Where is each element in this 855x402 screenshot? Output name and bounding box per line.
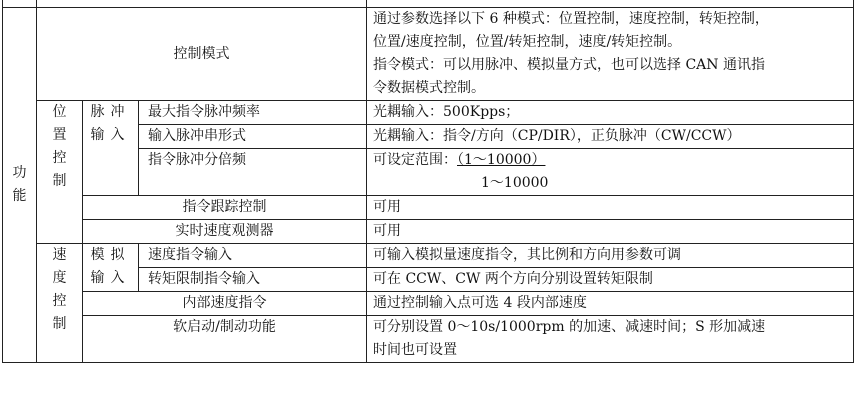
top-cell-3 <box>367 0 854 8</box>
pulse-divider-label: 指令脉冲分倍频 <box>139 149 367 196</box>
position-control-label: 位 置 控 制 <box>37 101 83 244</box>
table-row-top <box>3 0 854 8</box>
speed-control-label: 速 度 控 制 <box>37 244 83 363</box>
table-row <box>3 244 854 268</box>
table-row-control-mode <box>3 8 854 101</box>
table-row <box>3 196 854 220</box>
soft-start-label: 软启动/制动功能 <box>83 316 367 363</box>
table-row <box>3 292 854 316</box>
table-row <box>3 316 854 363</box>
analog-input-label: 模拟 输入 <box>83 244 139 292</box>
soft-start-value: 可分别设置 0～10s/1000rpm 的加速、减速时间；S 形加减速 时间也可设置 <box>367 316 854 363</box>
max-pulse-freq-value: 光耦输入：500Kpps； <box>367 101 854 125</box>
pulse-divider-value: 可设定范围：（1～10000） 1～10000 <box>367 149 854 196</box>
pulse-input-label: 脉冲 输入 <box>83 101 139 196</box>
pulse-train-value: 光耦输入：指令/方向（CP/DIR），正负脉冲（CW/CCW） <box>367 125 854 149</box>
speed-cmd-input-value: 可输入模拟量速度指令，其比例和方向用参数可调 <box>367 244 854 268</box>
tracking-label: 指令跟踪控制 <box>83 196 367 220</box>
top-cell-1 <box>3 0 37 8</box>
pulse-divider-range: （1～10000） <box>457 152 546 168</box>
table-row <box>3 101 854 125</box>
control-mode-label: 控制模式 <box>37 8 367 101</box>
tracking-value: 可用 <box>367 196 854 220</box>
speed-cmd-input-label: 速度指令输入 <box>139 244 367 268</box>
internal-speed-value: 通过控制输入点可选 4 段内部速度 <box>367 292 854 316</box>
observer-label: 实时速度观测器 <box>83 220 367 244</box>
max-pulse-freq-label: 最大指令脉冲频率 <box>139 101 367 125</box>
function-side-label: 功 能 <box>3 8 37 363</box>
observer-value: 可用 <box>367 220 854 244</box>
spec-table <box>2 0 854 363</box>
control-mode-value: 通过参数选择以下 6 种模式：位置控制，速度控制，转矩控制， 位置/速度控制，位置/转矩控制，速度/转矩控制。 指令模式：可以用脉冲、模拟量方式，也可以选择 CAN 通讯指 令数据模式控制。 <box>367 8 854 101</box>
internal-speed-label: 内部速度指令 <box>83 292 367 316</box>
torque-limit-value: 可在 CCW、CW 两个方向分别设置转矩限制 <box>367 268 854 292</box>
torque-limit-label: 转矩限制指令输入 <box>139 268 367 292</box>
table-row <box>3 220 854 244</box>
pulse-train-label: 输入脉冲串形式 <box>139 125 367 149</box>
top-cell-2 <box>37 0 367 8</box>
